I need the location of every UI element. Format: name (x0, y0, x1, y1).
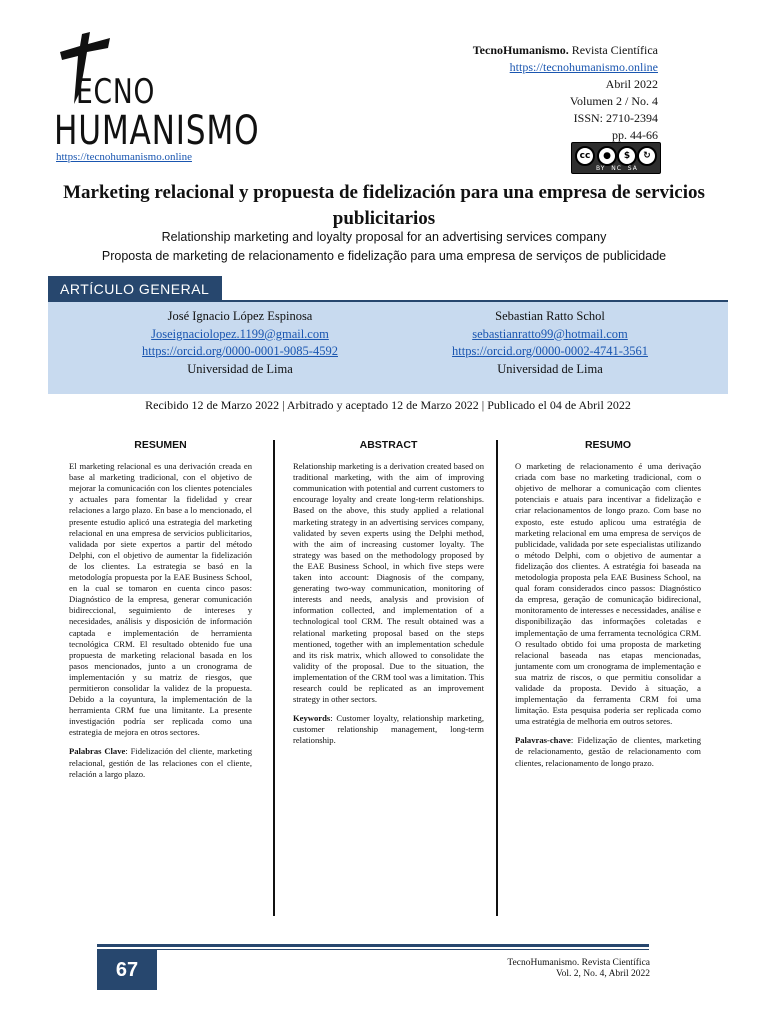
author-card (400, 308, 700, 378)
footer-citation: TecnoHumanismo. Revista Científica Vol. 2, No. 4, Abril 2022 (507, 958, 650, 979)
article-subtitle-en: Relationship marketing and loyalty proposal for an advertising services company (161, 230, 607, 244)
article-type-label: ARTÍCULO GENERAL (48, 276, 222, 302)
abstract-heading: ABSTRACT (359, 439, 418, 451)
journal-name: TecnoHumanismo. (472, 43, 569, 57)
nc-dollar-icon: $ (617, 146, 637, 166)
cc-license-labels: BY NC SA (596, 165, 638, 172)
resumen-column (69, 440, 252, 780)
author-orcid-link[interactable]: https://orcid.org/0000-0001-9085-4592 (142, 344, 338, 358)
column-divider (273, 440, 275, 916)
abstract-column (293, 440, 484, 746)
resumo-body: O marketing de relacionamento é uma derivação criada com base no marketing tradicional, com o objetivo de melhorar a comunicação com clientes potenciais e atuais para incentivar a fidelização e criar relacionamentos de longo prazo. Com base no exposto, este estudo aplicou uma estratégia de marketing relacional em uma empresa de serviços de publicidade, validada por sete especialistas utilizando o método Delphi, com o objetivo de aumentar a fidelização dos clientes. A estratégia foi baseada na metodologia proposta pela EAE Business School, na qual foram considerados cinco passos: Diagnóstico da empresa, geração de comunicação bidirecional, monitoramento de interesses e necessidades, análise e disponibilização das informações coletadas e implementação de uma ferramenta tecnológica CRM. O resultado obtido foi uma proposta de marketing relacional baseada nas etapas mencionadas, juntamente com um cronograma de implementação e sua matriz de riscos, o que permitiu consolidar a validade da proposta. Devido à situação, a implementação da ferramenta CRM foi uma limitação. Esta pesquisa poderia ser replicada como uma estratégia de melhoria em outros setores. (515, 461, 701, 727)
author-email-link[interactable]: sebastianratto99@hotmail.com (472, 326, 628, 341)
by-person-icon: ● (597, 146, 617, 166)
resumo-column (515, 440, 701, 769)
article-subtitle-pt: Proposta de marketing de relacionamento e fidelização para uma empresa de serviços de publicidade (101, 249, 667, 263)
publication-dates: Recibido 12 de Marzo 2022 | Arbitrado y aceptado 12 de Marzo 2022 | Publicado el 04 de Abril 2022 (145, 398, 631, 412)
author-orcid-link[interactable]: https://orcid.org/0000-0002-4741-3561 (452, 344, 648, 358)
author-affiliation: Universidad de Lima (187, 361, 293, 376)
abstract-body: Relationship marketing is a derivation created based on traditional marketing, with the aim of improving communication with potential and current customers to encourage loyalty and create long-term relationships. Based on the above, this study applied a relational marketing strategy in an advertising services company, validated by seven experts using the Delphi method, with the aim of increasing customer loyalty. The strategy was based on the methodology proposed by the EAE Business School, in which five steps were taken into account: Diagnosis of the company, generating two-way communication, monitoring of interests and needs, analysis and provision of information collected, and implementation of a technological tool CRM. The result obtained was a relational marketing proposal based on the steps mentioned, together with an implementation schedule and its risk matrix, which allowed to consolidate the validity of the proposal. Due to the situation, the implementation of the CRM tool was a limitation. This research could be replicated as an improvement strategy in other sectors. (293, 461, 484, 705)
author-name: José Ignacio López Espinosa (167, 309, 313, 323)
resumen-keywords: Palabras Clave: Fidelización del cliente, marketing relacional, gestión de las relaciones con el cliente, relación a largo plazo. (69, 746, 252, 779)
abstract-keywords: Keywords: Customer loyalty, relationship marketing, customer relationship management, long-term relationship. (293, 713, 484, 746)
journal-issn: ISSN: 2710-2394 (573, 111, 658, 125)
column-divider (496, 440, 498, 916)
resumo-keywords: Palavras-chave: Fidelização de clientes, marketing de relacionamento, gestão de relacionamento com clientes, relacionamento de longo prazo. (515, 735, 701, 768)
cc-icon: cc (575, 146, 595, 166)
footer-rule (97, 944, 649, 947)
journal-logo (54, 30, 260, 160)
resumen-heading: RESUMEN (134, 439, 187, 451)
journal-url-link[interactable]: https://tecnohumanismo.online (509, 60, 658, 74)
author-name: Sebastian Ratto Schol (495, 309, 605, 323)
footer-rule-thin (97, 949, 649, 950)
cc-license-badge[interactable] (571, 142, 661, 174)
resumo-heading: RESUMO (584, 439, 632, 451)
authors-panel (48, 302, 728, 394)
journal-name-suffix: Revista Científica (568, 43, 658, 57)
journal-info (473, 42, 658, 144)
logo-text-line1: ECNO (76, 72, 156, 112)
journal-date: Abril 2022 (605, 77, 658, 91)
page-number: 67 (97, 950, 157, 990)
journal-volume: Volumen 2 / No. 4 (569, 94, 658, 108)
author-email-link[interactable]: Joseignaciolopez.1199@gmail.com (151, 326, 329, 341)
sa-arrow-icon: ↻ (637, 146, 657, 166)
resumen-body: El marketing relacional es una derivación creada en base al marketing tradicional, con el objetivo de mejorar la comunicación con los clientes potenciales y actuales para fomentar la fidelidad y crear relaciones a largo plazo. En base a lo mencionado, el presente estudio aplicó una estrategia del marketing relacional en una empresa de servicios publicitarios, validada por siete expertos a partir del método Delphi, con el objetivo de aumentar la fidelización de los clientes. La estrategia se basó en la metodología propuesta por la EAE Business School, en la cual se tomaron en cuenta cinco pasos: Diagnóstico de la empresa, generar comunicación bidireccional, seguimiento de intereses y necesidades, análisis y disposición de información captada e implementación de herramienta tecnológica CRM. El resultado obtenido fue una propuesta de marketing relacional basada en los pasos mencionados, junto a un cronograma de implementación y su matriz de riesgos, que permitieron consolidar la validez de la propuesta. Debido a la coyuntura, la implementación de la herramienta CRM fue una limitante. La presente investigación podría ser replicada como una estrategia de mejora en otros sectores. (69, 461, 252, 738)
author-affiliation: Universidad de Lima (497, 361, 603, 376)
logo-text-line2: HUMANISMO (54, 108, 260, 154)
journal-pages: pp. 44-66 (612, 128, 658, 142)
article-title: Marketing relacional y propuesta de fidelización para una empresa de servicios publicitarios (63, 182, 705, 229)
logo-website-link[interactable]: https://tecnohumanismo.online (56, 151, 192, 163)
author-card (90, 308, 390, 378)
